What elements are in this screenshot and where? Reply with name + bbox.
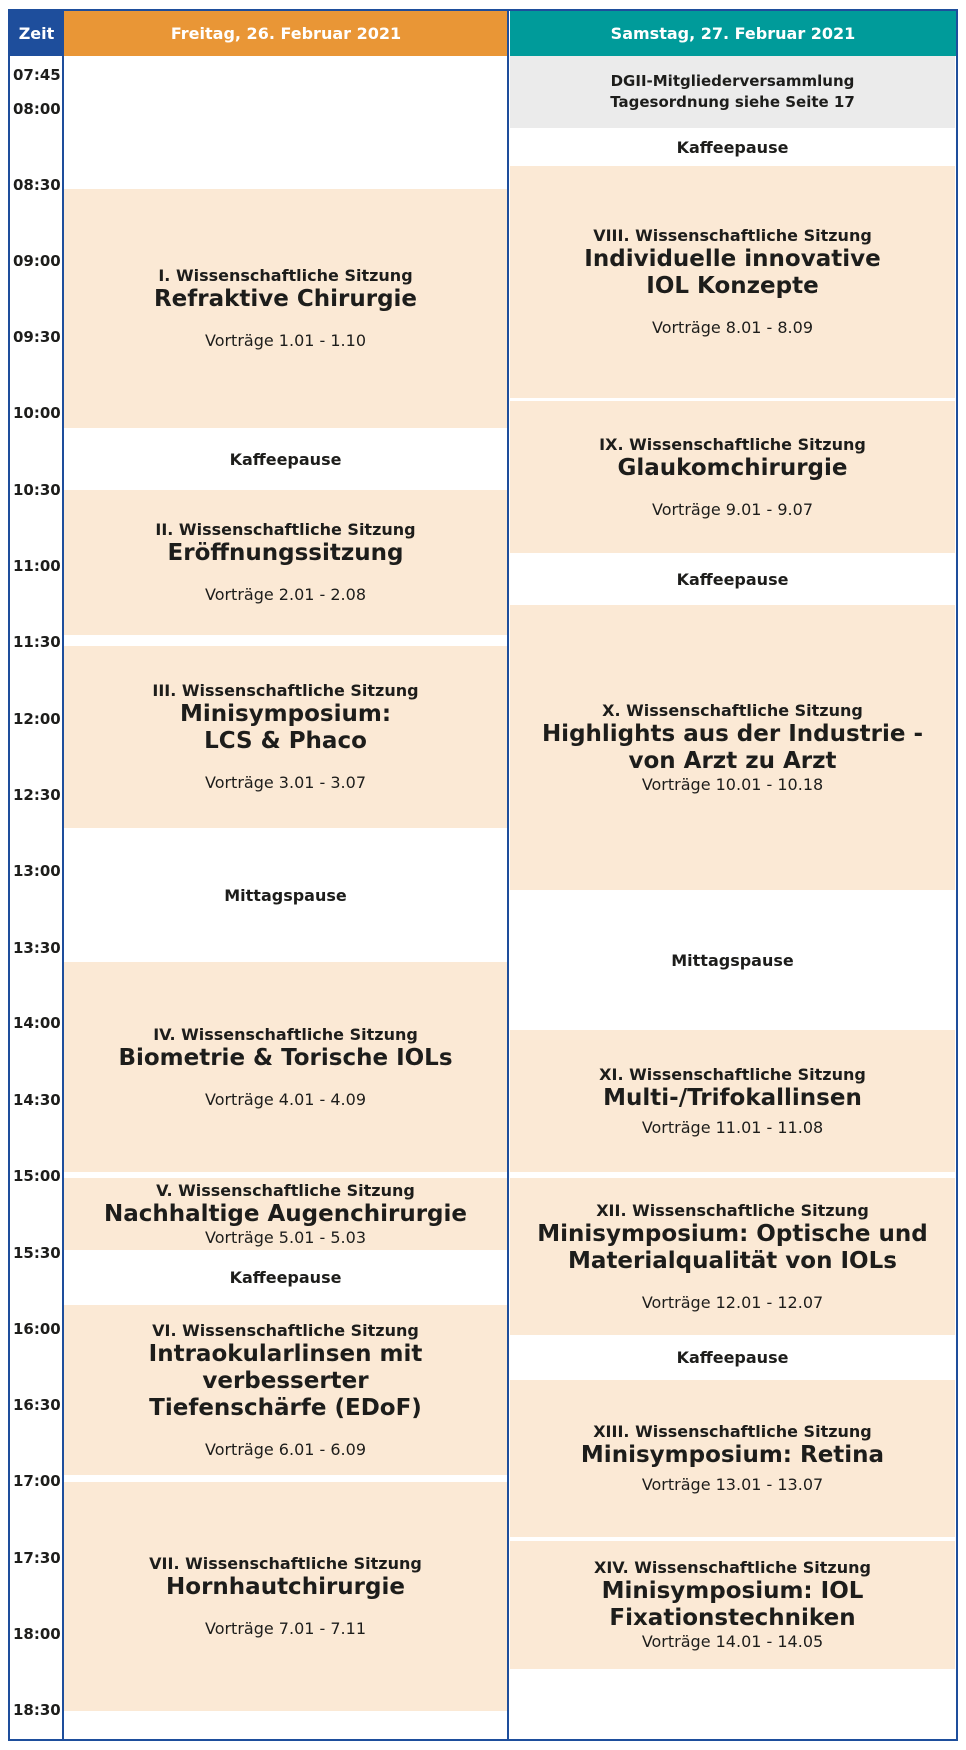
- time-label: 15:30: [13, 1244, 61, 1262]
- session-number: V. Wissenschaftliche Sitzung: [156, 1180, 415, 1200]
- session-number: IX. Wissenschaftliche Sitzung: [599, 434, 866, 454]
- session-talks: Vorträge 14.01 - 14.05: [641, 1632, 824, 1651]
- session-title: Refraktive Chirurgie: [153, 286, 418, 312]
- session-title: Minisymposium: IOL Fixationstechniken: [601, 1578, 864, 1631]
- session-title: Biometrie & Torische IOLs: [118, 1044, 453, 1071]
- assembly-block: [510, 56, 955, 128]
- session-title: Highlights aus der Industrie - von Arzt zu Arzt: [541, 720, 924, 774]
- coffee-break: Kaffeepause: [676, 569, 789, 589]
- session-number: XI. Wissenschaftliche Sitzung: [599, 1064, 866, 1084]
- session-title: Intraokularlinsen mit verbesserter Tiefenschärfe (EDoF): [148, 1340, 423, 1421]
- session-talks: Vorträge 8.01 - 8.09: [651, 318, 813, 337]
- time-label: 07:45: [13, 66, 61, 84]
- session-number: XIV. Wissenschaftliche Sitzung: [594, 1558, 871, 1577]
- lunch-break: Mittagspause: [224, 885, 347, 905]
- time-label: 16:00: [13, 1320, 61, 1338]
- session-block: [64, 1482, 507, 1711]
- session-talks: Vorträge 5.01 - 5.03: [204, 1227, 366, 1247]
- session-talks: Vorträge 11.01 - 11.08: [641, 1117, 824, 1137]
- session-block: [510, 1541, 955, 1669]
- session-block: [510, 1030, 955, 1172]
- session-number: X. Wissenschaftliche Sitzung: [602, 700, 863, 720]
- time-label: 18:00: [13, 1625, 61, 1643]
- session-number: III. Wissenschaftliche Sitzung: [152, 681, 419, 700]
- time-label: 17:30: [13, 1549, 61, 1567]
- session-title: Individuelle innovative IOL Konzepte: [584, 246, 881, 299]
- session-talks: Vorträge 6.01 - 6.09: [204, 1439, 366, 1459]
- session-block: [64, 646, 507, 828]
- session-talks: Vorträge 4.01 - 4.09: [204, 1089, 366, 1109]
- session-talks: Vorträge 13.01 - 13.07: [641, 1475, 824, 1494]
- time-label: 08:30: [13, 176, 61, 194]
- coffee-break: Kaffeepause: [676, 1348, 789, 1367]
- time-label: 18:30: [13, 1701, 61, 1719]
- time-label: 12:00: [13, 710, 61, 728]
- session-talks: Vorträge 12.01 - 12.07: [641, 1292, 824, 1312]
- time-label: 11:00: [13, 557, 61, 575]
- session-number: IV. Wissenschaftliche Sitzung: [153, 1024, 418, 1044]
- session-number: VI. Wissenschaftliche Sitzung: [152, 1320, 419, 1340]
- session-talks: Vorträge 7.01 - 7.11: [204, 1619, 366, 1638]
- coffee-break: Kaffeepause: [676, 137, 789, 157]
- time-column-header: Zeit: [10, 11, 63, 56]
- session-talks: Vorträge 2.01 - 2.08: [204, 585, 366, 604]
- session-block: [64, 490, 507, 635]
- coffee-break: Kaffeepause: [229, 449, 342, 469]
- session-number: XIII. Wissenschaftliche Sitzung: [593, 1422, 872, 1441]
- session-block: [510, 605, 955, 890]
- time-label: 09:30: [13, 328, 61, 346]
- session-title: Glaukomchirurgie: [617, 454, 848, 481]
- saturday-column-header: Samstag, 27. Februar 2021: [510, 11, 956, 56]
- session-block: [510, 1380, 955, 1537]
- session-talks: Vorträge 10.01 - 10.18: [641, 774, 824, 794]
- time-label: 13:00: [13, 862, 61, 880]
- assembly-text: DGII-Mitgliederversammlung Tagesordnung siehe Seite 17: [610, 72, 855, 111]
- time-label: 13:30: [13, 939, 61, 957]
- session-title: Minisymposium: Optische und Materialqualität von IOLs: [537, 1220, 928, 1274]
- session-talks: Vorträge 9.01 - 9.07: [651, 499, 813, 519]
- session-title: Minisymposium: Retina: [580, 1442, 885, 1468]
- session-block: [64, 1178, 507, 1250]
- lunch-break: Mittagspause: [671, 950, 794, 970]
- session-block: [64, 189, 507, 428]
- session-number: XII. Wissenschaftliche Sitzung: [596, 1200, 869, 1220]
- time-label: 08:00: [13, 100, 61, 118]
- session-block: [510, 1178, 955, 1335]
- time-label: 14:30: [13, 1091, 61, 1109]
- session-block: [510, 401, 955, 553]
- time-label: 12:30: [13, 786, 61, 804]
- friday-column-header: Freitag, 26. Februar 2021: [64, 11, 508, 56]
- time-label: 14:00: [13, 1014, 61, 1032]
- coffee-break: Kaffeepause: [229, 1268, 342, 1287]
- time-label: 11:30: [13, 633, 61, 651]
- session-title: Nachhaltige Augenchirurgie: [103, 1200, 467, 1227]
- time-label: 15:00: [13, 1167, 61, 1185]
- session-number: VII. Wissenschaftliche Sitzung: [149, 1554, 422, 1573]
- time-label: 17:00: [13, 1472, 61, 1490]
- column-divider-days: [507, 11, 509, 1739]
- time-label: 10:00: [13, 404, 61, 422]
- session-block: [64, 962, 507, 1172]
- session-number: II. Wissenschaftliche Sitzung: [155, 520, 416, 539]
- session-number: VIII. Wissenschaftliche Sitzung: [593, 226, 872, 245]
- session-title: Eröffnungssitzung: [167, 540, 404, 566]
- time-label: 16:30: [13, 1396, 61, 1414]
- session-block: [510, 166, 955, 398]
- session-title: Minisymposium: LCS & Phaco: [179, 701, 392, 754]
- session-talks: Vorträge 3.01 - 3.07: [204, 773, 366, 792]
- session-number: I. Wissenschaftliche Sitzung: [158, 266, 413, 285]
- session-title: Hornhautchirurgie: [166, 1574, 405, 1600]
- time-label: 09:00: [13, 252, 61, 270]
- session-title: Multi-/Trifokallinsen: [603, 1084, 862, 1111]
- session-talks: Vorträge 1.01 - 1.10: [204, 331, 366, 350]
- time-label: 10:30: [13, 481, 61, 499]
- session-block: [64, 1305, 507, 1475]
